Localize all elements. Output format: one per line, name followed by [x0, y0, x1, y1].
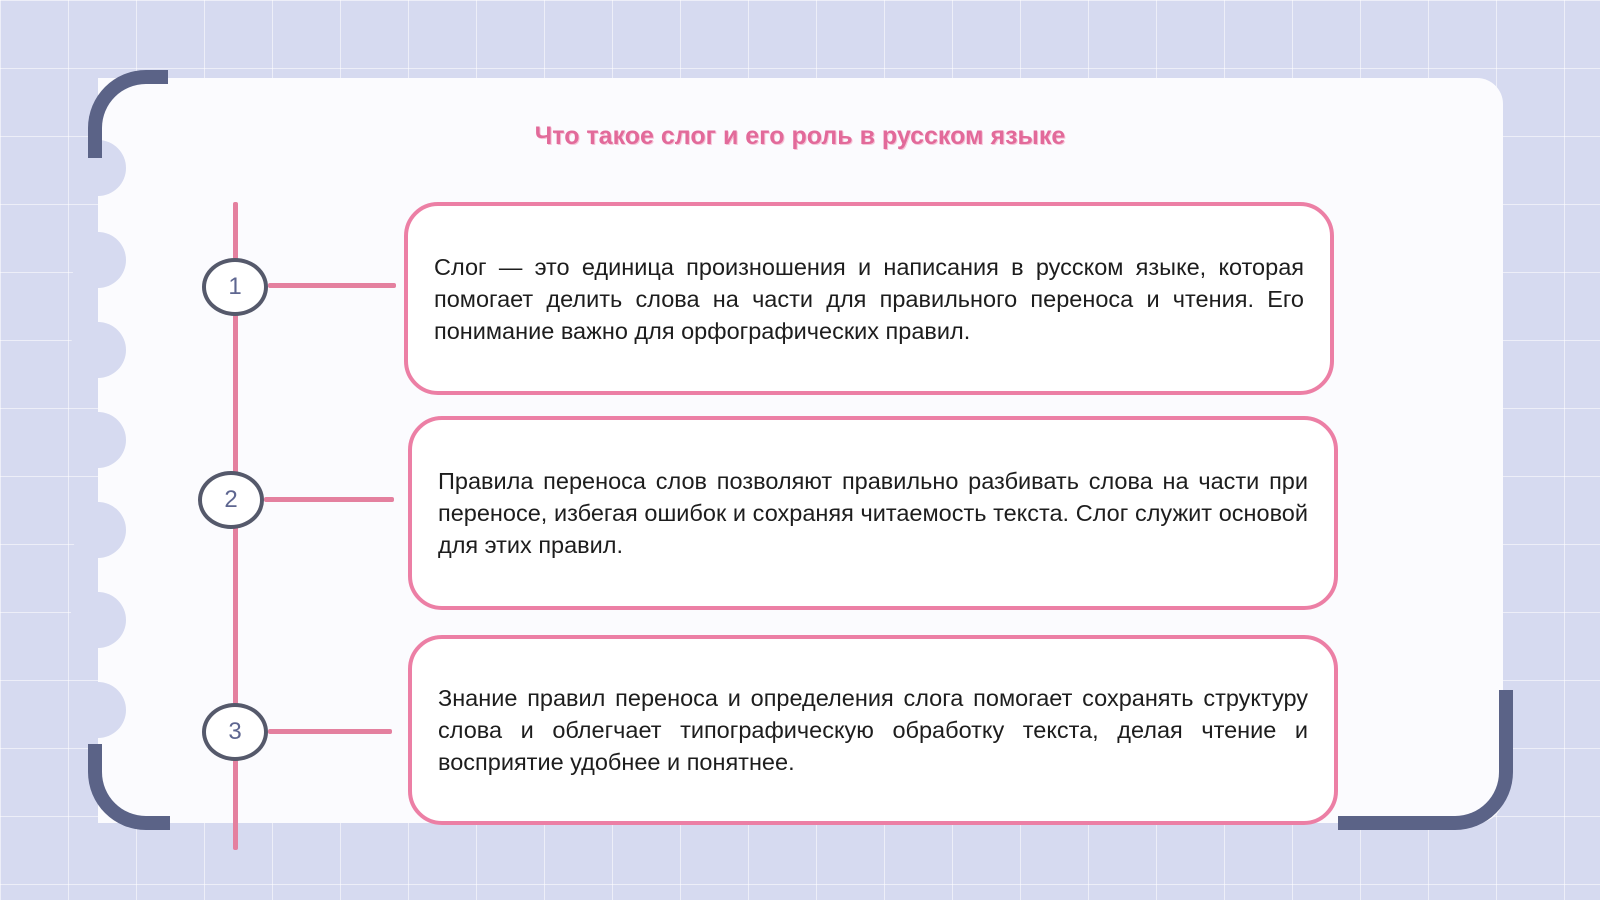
page-edge-scallop: [70, 592, 126, 648]
step-text-3: Знание правил переноса и определения слога помогает сохранять структуру слова и облегчает типографическую обработку текста, делая чтение и восприятие удобнее и понятнее.: [438, 685, 1308, 775]
step-card-2: [408, 416, 1338, 610]
step-text-1: Слог — это единица произношения и написания в русском языке, которая помогает делить слова на части для правильного переноса и чтения. Его понимание важно для орфографических правил.: [434, 253, 1304, 344]
step-card-3: [408, 635, 1338, 825]
step-connector-3: [268, 729, 392, 734]
step-connector-1: [268, 283, 396, 288]
page-edge-scallop: [70, 502, 126, 558]
step-connector-2: [264, 497, 394, 502]
step-card-1: [404, 202, 1334, 395]
step-number-3: 3: [202, 703, 268, 761]
page-edge-scallop: [70, 322, 126, 378]
page-edge-scallop: [70, 412, 126, 468]
page-edge-scallop: [70, 682, 126, 738]
corner-bracket-bottom-right: [1338, 690, 1513, 830]
slide-title: Что такое слог и его роль в русском языке: [534, 122, 1066, 150]
step-text-2: Правила переноса слов позволяют правильно разбивать слова на части при переносе, избегая ошибок и сохраняя читаемость текста. Слог служит основой для этих правил.: [438, 468, 1308, 558]
step-number-1: 1: [202, 258, 268, 316]
step-number-2: 2: [198, 471, 264, 529]
page-edge-scallop: [70, 232, 126, 288]
